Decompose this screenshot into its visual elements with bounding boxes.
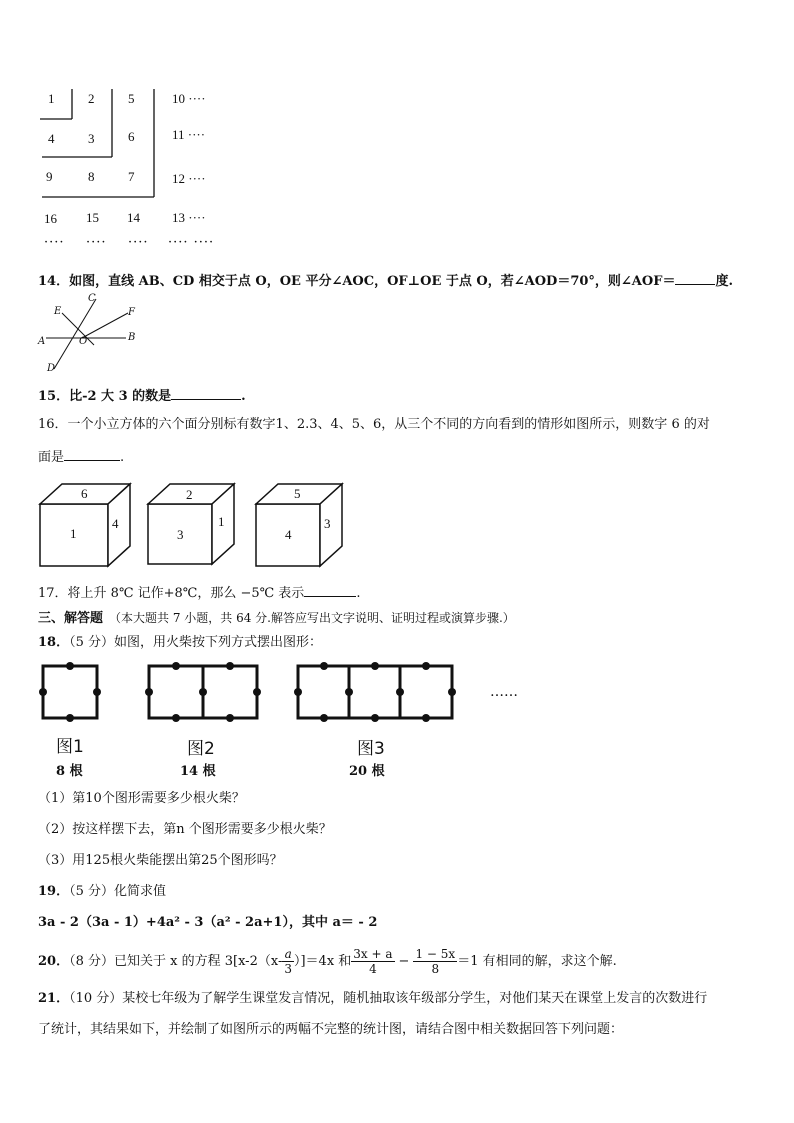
- grid-cell: 5: [128, 91, 135, 106]
- question-text: 已知关于 x 的方程 3[x-2（x-: [114, 954, 283, 969]
- grid-cell: 14: [127, 210, 140, 225]
- numerator: 3x + a: [353, 947, 393, 961]
- question-16-line2: [38, 446, 124, 467]
- cube-front-face: 4: [285, 527, 292, 542]
- question-text: 面是: [38, 450, 65, 465]
- question-text: 如图，直线 AB、CD 相交于点 O，OE 平分∠AOC，OF⊥OE 于点 O，若∠AOD＝70°，则∠AOF＝: [69, 274, 676, 289]
- grid-cell: 6: [128, 129, 135, 144]
- cube-front-face: 3: [177, 527, 184, 542]
- fraction: [351, 947, 394, 976]
- question-15: [38, 385, 246, 406]
- answer-blank[interactable]: [64, 446, 120, 461]
- question-number: 15．: [38, 389, 70, 404]
- question-text: 将上升 8℃ 记作+8℃，那么 −5℃ 表示: [67, 586, 305, 601]
- fraction: [413, 947, 457, 976]
- cube-top-face: 6: [81, 486, 88, 501]
- grid-cell: 11 ····: [172, 127, 206, 142]
- question-number: 17．: [38, 586, 68, 601]
- question-number: 20．: [38, 954, 70, 969]
- denominator: 8: [431, 962, 440, 976]
- grid-cell: 15: [86, 210, 99, 225]
- section-note: （本大题共 7 小题，共 64 分.解答应写出文字说明、证明过程或演算步骤.）: [109, 611, 515, 625]
- grid-cell: 8: [88, 169, 95, 184]
- sub-question: （1）第10个图形需要多少根火柴？: [38, 791, 245, 806]
- matchstick-figure-2: [145, 662, 261, 722]
- question-text: ＝1 有相同的解，求这个解.: [457, 954, 617, 969]
- question-21-line2: 了统计，其结果如下，并绘制了如图所示的两幅不完整的统计图，请结合图中相关数据回答下列问题：: [38, 1022, 624, 1037]
- point-label-c: C: [88, 293, 96, 304]
- question-suffix: 度.: [715, 274, 733, 289]
- grid-cell: 1: [48, 91, 55, 106]
- point-label-b: B: [128, 332, 136, 343]
- question-number: 14．: [38, 274, 70, 289]
- question-number: 21．: [38, 991, 70, 1006]
- figure-count: 20 根: [349, 764, 385, 779]
- grid-cell: 10 ····: [172, 91, 206, 106]
- answer-blank[interactable]: [304, 582, 356, 597]
- question-18: [38, 634, 322, 652]
- question-16-line1: [38, 416, 710, 434]
- question-20: [38, 944, 617, 980]
- question-points: （10 分）: [69, 991, 123, 1006]
- answer-blank[interactable]: [675, 270, 715, 285]
- question-text: ）]＝4x 和: [293, 954, 352, 969]
- point-label-e: E: [54, 306, 62, 317]
- point-label-o: O: [79, 336, 88, 347]
- question-text: 化简求值: [114, 884, 167, 899]
- sub-question: （3）用125根火柴能摆出第25个图形吗？: [38, 853, 283, 868]
- matchstick-figure-3: [294, 662, 456, 722]
- question-text: 一个小立方体的六个面分别标有数字1、2.3、4、5、6，从三个不同的方向看到的情形如图所示，则数字 6 的对: [67, 417, 710, 432]
- section-heading: [38, 609, 515, 628]
- question-19: [38, 883, 166, 901]
- grid-ellipsis: ····: [44, 235, 65, 250]
- grid-cell: 16: [44, 211, 57, 226]
- question-points: （8 分）: [69, 954, 114, 969]
- figure-count: 14 根: [180, 764, 216, 779]
- answer-blank[interactable]: [171, 385, 241, 400]
- grid-cell: 13 ····: [172, 210, 206, 225]
- minus-sign: −: [398, 954, 410, 969]
- grid-ellipsis: ····: [128, 235, 149, 250]
- question-suffix: .: [120, 450, 125, 465]
- grid-ellipsis: ····: [86, 235, 107, 250]
- figure-count: 8 根: [56, 764, 83, 779]
- numerator: a: [282, 947, 294, 962]
- cube-side-face: 3: [324, 516, 331, 531]
- question-21-line1: [38, 990, 707, 1008]
- grid-ellipsis: ···· ····: [168, 235, 215, 250]
- grid-cell: 4: [48, 131, 55, 146]
- section-title: 三、解答题: [38, 611, 104, 626]
- sub-question: （2）按这样摆下去，第n 个图形需要多少根火柴？: [38, 822, 332, 837]
- grid-cell: 12 ····: [172, 171, 206, 186]
- denominator: 3: [284, 962, 292, 976]
- grid-cell: 7: [128, 169, 135, 184]
- question-text: 如图，用火柴按下列方式摆出图形：: [114, 635, 323, 650]
- question-suffix: .: [241, 389, 246, 404]
- grid-cell: 2: [88, 91, 95, 106]
- numerator: 1 − 5x: [415, 947, 456, 961]
- question-17: [38, 582, 360, 603]
- question-number: 18．: [38, 635, 70, 650]
- question-points: （5 分）: [69, 635, 114, 650]
- question-number: 16．: [38, 417, 68, 432]
- question-14: [38, 270, 733, 291]
- matchstick-figures: [34, 658, 464, 728]
- matchstick-figure-1: [39, 662, 101, 722]
- point-label-f: F: [128, 307, 135, 318]
- fraction: [282, 947, 294, 976]
- figure-label: 图1: [56, 737, 84, 757]
- question-number: 19．: [38, 884, 70, 899]
- point-label-a: A: [38, 336, 46, 347]
- grid-cell: 9: [46, 169, 53, 184]
- question-text: 比-2 大 3 的数是: [69, 389, 172, 404]
- question-text: 某校七年级为了解学生课堂发言情况，随机抽取该年级部分学生，对他们某天在课堂上发言的次数进行: [122, 991, 708, 1006]
- figure-ellipsis: ……: [490, 684, 518, 700]
- number-grid: [30, 85, 230, 255]
- question-suffix: .: [356, 586, 361, 601]
- cube-side-face: 4: [112, 516, 119, 531]
- expression: 3a - 2（3a - 1）+4a² - 3（a² - 2a+1），其中 a＝ - 2: [38, 915, 378, 930]
- denominator: 4: [369, 962, 377, 976]
- grid-cell: 3: [88, 131, 95, 146]
- cube-top-face: 5: [294, 486, 301, 501]
- question-points: （5 分）: [69, 884, 114, 899]
- figure-label: 图2: [187, 739, 215, 759]
- cube-top-face: 2: [186, 487, 193, 502]
- cube-front-face: 1: [70, 526, 77, 541]
- cube-side-face: 1: [218, 514, 225, 529]
- point-label-d: D: [47, 363, 56, 374]
- figure-label: 图3: [357, 739, 385, 759]
